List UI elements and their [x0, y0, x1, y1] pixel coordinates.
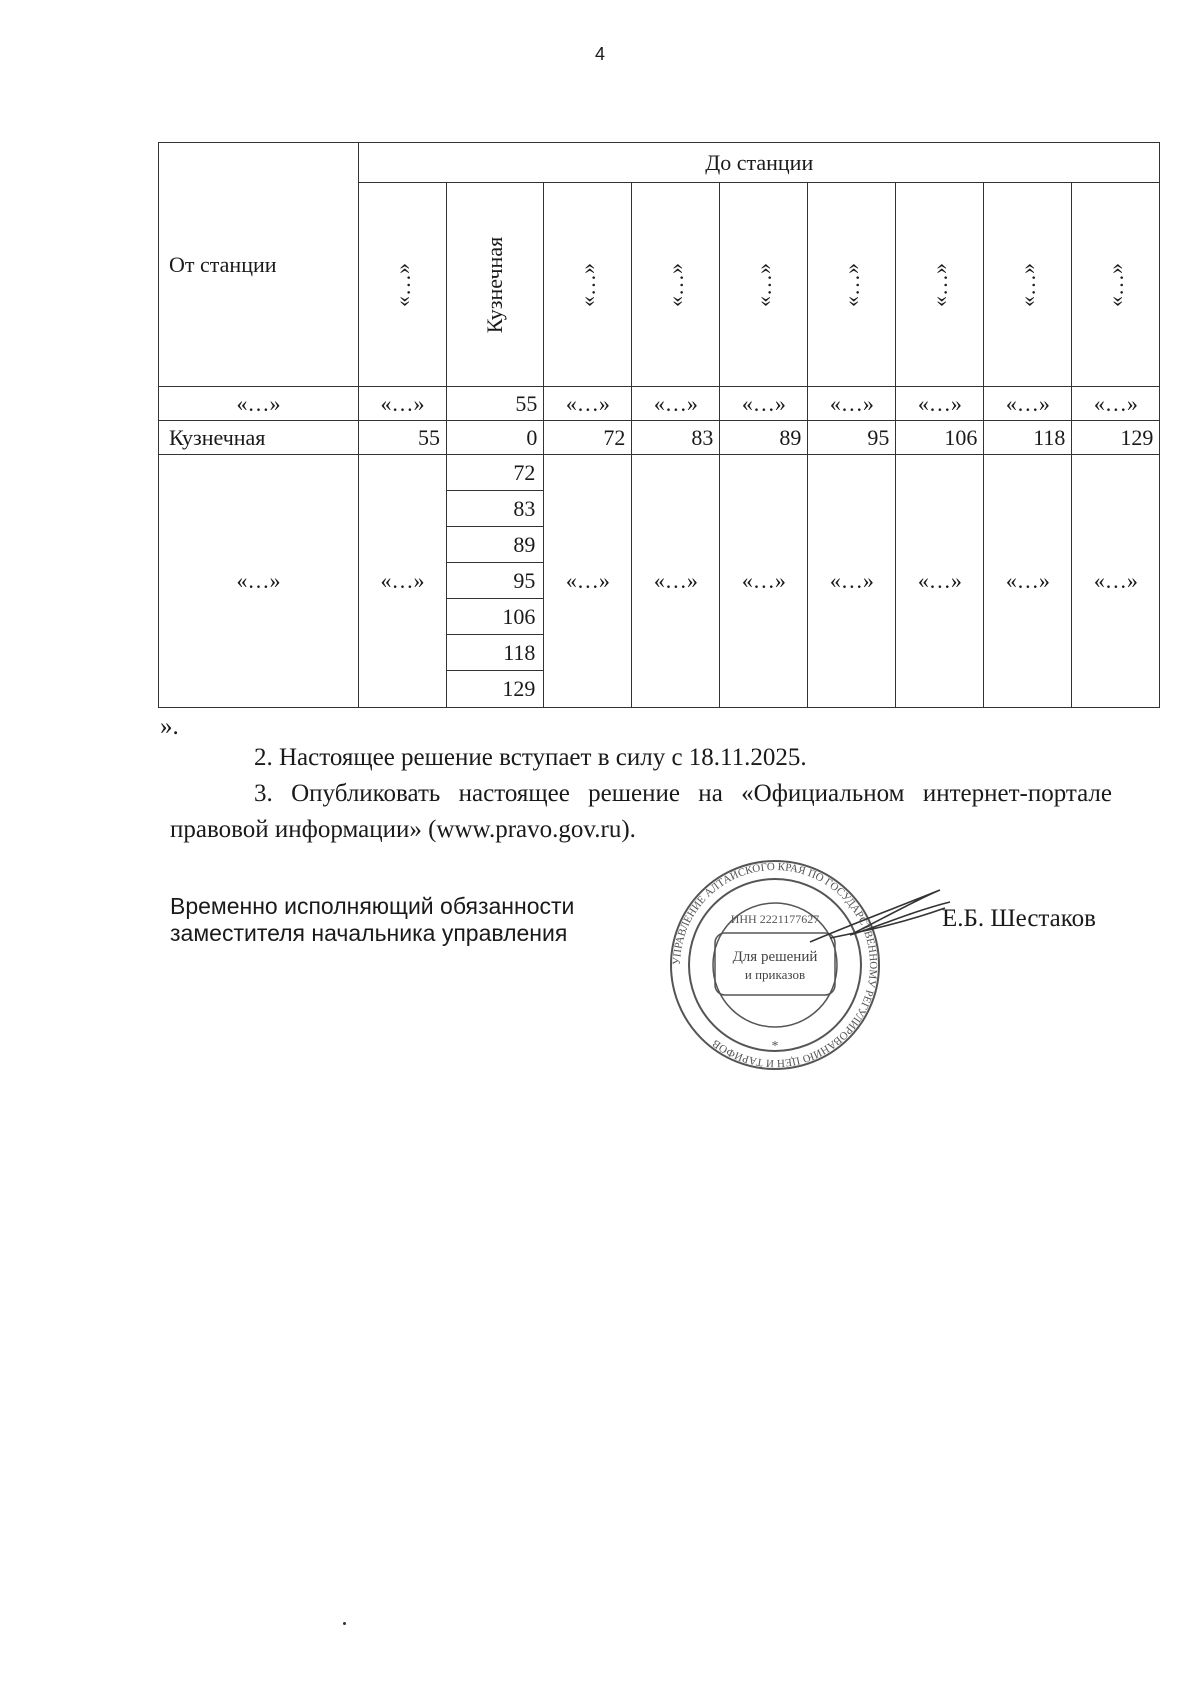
table-cell: «…» [1072, 387, 1160, 421]
table-cell: «…» [632, 455, 720, 708]
column-header: «…» [1072, 183, 1160, 387]
table-cell: «…» [808, 387, 896, 421]
table-cell: 95 [808, 421, 896, 455]
stamp-star-icon: * [771, 1039, 779, 1054]
table-cell: «…» [544, 387, 632, 421]
column-header: «…» [896, 183, 984, 387]
table-cell: 106 [447, 599, 543, 635]
table-cell: 72 [544, 421, 632, 455]
table-cell: 118 [447, 635, 543, 671]
table-row [159, 421, 1160, 455]
table-cell: 55 [447, 387, 544, 421]
signer-position-line2: заместителя начальника управления [170, 920, 568, 946]
signer-position-line1: Временно исполняющий обязанности [170, 893, 575, 919]
table-cell: 55 [359, 421, 447, 455]
column-header: «…» [359, 183, 447, 387]
signer-name: Е.Б. Шестаков [942, 905, 1096, 932]
stamp-inn: ИНН 2221177627 [730, 912, 820, 926]
table-cell: «…» [984, 455, 1072, 708]
column-header: «…» [984, 183, 1072, 387]
table-cell: 83 [447, 491, 543, 527]
table-cell: «…» [720, 455, 808, 708]
column-header: «…» [720, 183, 808, 387]
row-station-name: «…» [159, 455, 359, 708]
table-cell: «…» [896, 455, 984, 708]
stamp-center-line2: и приказов [744, 967, 806, 982]
handwritten-signature [790, 880, 960, 960]
column-header: «…» [808, 183, 896, 387]
table-cell: 89 [720, 421, 808, 455]
table-cell: «…» [984, 387, 1072, 421]
column-header: «…» [544, 183, 632, 387]
table-row [159, 455, 1160, 708]
table-cell: «…» [359, 455, 447, 708]
column-header: Кузнечная [447, 183, 544, 387]
table-cell: 95 [447, 563, 543, 599]
table-cell: 0 [447, 421, 544, 455]
stamp-outer-text: УПРАВЛЕНИЕ АЛТАЙСКОГО КРАЯ ПО ГОСУДАРСТВЕННОМУ РЕГУЛИРОВАНИЮ ЦЕН И ТАРИФОВ [670, 860, 880, 1070]
from-station-header: От станции [159, 143, 359, 387]
table-cell: «…» [896, 387, 984, 421]
stray-dot [343, 1622, 346, 1625]
row-station-name: «…» [159, 387, 359, 421]
table-cell: 89 [447, 527, 543, 563]
paragraph-3: 3. Опубликовать настоящее решение на «Официальном интернет-портале правовой информации» (www.pravo.gov.ru). [170, 780, 1112, 843]
table-cell: «…» [720, 387, 808, 421]
table-cell: «…» [808, 455, 896, 708]
table-cell: 83 [632, 421, 720, 455]
signer-position [170, 893, 574, 947]
table-row [159, 387, 1160, 421]
table-cell: 129 [1072, 421, 1160, 455]
table-cell: 129 [502, 676, 536, 701]
closing-quote: ». [160, 713, 179, 740]
distance-stack [447, 455, 544, 708]
table-cell: «…» [632, 387, 720, 421]
page-number: 4 [594, 44, 605, 64]
paragraph-2: 2. Настоящее решение вступает в силу с 18.11.2025. [254, 744, 807, 771]
to-station-header: До станции [359, 143, 1160, 183]
row-station-name: Кузнечная [159, 421, 359, 455]
distance-table [158, 142, 1160, 708]
table-cell: «…» [1072, 455, 1160, 708]
column-header: «…» [632, 183, 720, 387]
table-cell: 106 [896, 421, 984, 455]
table-cell: 72 [447, 455, 543, 491]
table-cell: 118 [984, 421, 1072, 455]
table-cell: «…» [359, 387, 447, 421]
table-cell: «…» [544, 455, 632, 708]
stamp-center-line1: Для решений [732, 949, 818, 965]
